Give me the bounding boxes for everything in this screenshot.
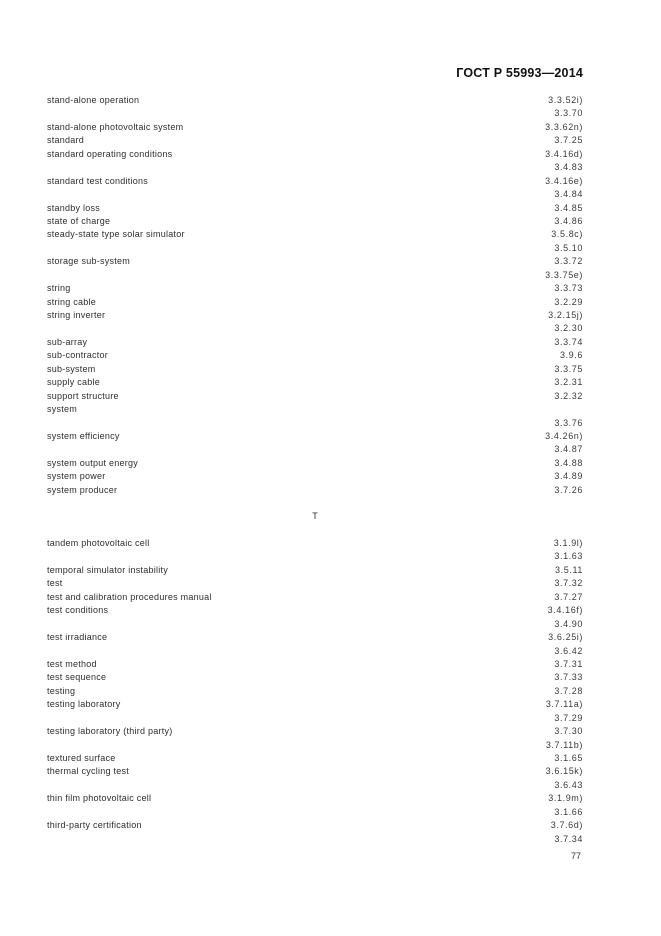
index-term: system efficiency (47, 430, 120, 441)
index-reference: 3.4.86 (554, 215, 583, 226)
index-reference: 3.2.15j) (548, 310, 583, 320)
index-reference: 3.7.11b) (545, 739, 583, 750)
index-entry (47, 242, 583, 255)
index-reference: 3.4.88 (554, 457, 583, 468)
index-entry (47, 202, 583, 215)
index-entry (47, 698, 583, 711)
index-entry (47, 443, 583, 456)
index-term: test irradiance (47, 632, 108, 643)
index-term: steady-state type solar simulator (47, 229, 185, 240)
index-term: testing laboratory (third party) (47, 726, 173, 737)
index-reference: 3.7.30 (554, 726, 583, 737)
index-entry (47, 577, 583, 590)
index-reference: 3.3.75e) (545, 269, 583, 280)
index-reference: 3.6.25i) (548, 632, 583, 643)
index-reference: 3.4.89 (554, 471, 583, 482)
index-term: system (47, 404, 78, 415)
index-reference: 3.6.15k) (545, 766, 583, 777)
index-reference: 3.4.85 (554, 202, 583, 213)
index-section-s (47, 94, 583, 497)
index-reference: 3.6.43 (554, 779, 583, 790)
index-entry (47, 175, 583, 188)
index-entry (47, 739, 583, 752)
index-reference: 3.4.90 (554, 618, 583, 629)
index-term: temporal simulator instability (47, 564, 169, 575)
index-entry (47, 792, 583, 805)
index-reference: 3.7.25 (554, 135, 583, 146)
index-entry (47, 349, 583, 362)
index-term: supply cable (47, 377, 101, 388)
index-entry (47, 806, 583, 819)
index-entry (47, 188, 583, 201)
index-entry (47, 604, 583, 617)
index-reference: 3.4.26n) (545, 430, 583, 441)
index-reference: 3.5.10 (554, 242, 583, 253)
index-reference: 3.7.6d) (550, 820, 583, 831)
index-entry (47, 296, 583, 309)
index-entry (47, 833, 583, 846)
index-entry (47, 631, 583, 644)
index-entry (47, 484, 583, 497)
index-term: test conditions (47, 605, 109, 616)
index-entry (47, 725, 583, 738)
index-section-t (47, 537, 583, 846)
index-reference: 3.7.26 (554, 484, 583, 495)
index-entry (47, 658, 583, 671)
index-reference: 3.7.33 (554, 672, 583, 683)
index-term: storage sub-system (47, 256, 131, 267)
index-entry (47, 430, 583, 443)
index-entry (47, 121, 583, 134)
index-term: textured surface (47, 753, 116, 763)
index-reference: 3.3.62n) (545, 121, 583, 132)
index-reference: 3.7.27 (554, 591, 583, 602)
index-reference: 3.3.75 (554, 363, 583, 374)
index-entry (47, 94, 583, 107)
index-term: system producer (47, 484, 118, 495)
index-reference: 3.6.42 (554, 645, 583, 656)
index-reference: 3.1.65 (554, 753, 583, 763)
index-entry (47, 779, 583, 792)
index-term: stand-alone photovoltaic system (47, 121, 184, 132)
index-entry (47, 645, 583, 658)
index-reference: 3.2.32 (554, 390, 583, 401)
index-reference: 3.7.32 (554, 578, 583, 589)
index-term: standby loss (47, 202, 101, 213)
index-term: test and calibration procedures manual (47, 591, 212, 602)
index-entry (47, 403, 583, 416)
index-entry (47, 309, 583, 322)
index-term: third-party certification (47, 820, 142, 831)
letter-heading-t: T (312, 511, 318, 521)
index-entry (47, 107, 583, 120)
index-reference: 3.2.29 (554, 296, 583, 307)
index-reference: 3.7.11a) (545, 699, 583, 710)
index-reference: 3.2.30 (554, 323, 583, 334)
index-reference: 3.3.74 (554, 336, 583, 347)
index-entry (47, 363, 583, 376)
index-entry (47, 671, 583, 684)
index-reference: 3.3.70 (554, 108, 583, 119)
index-term: string cable (47, 296, 97, 307)
index-entry (47, 376, 583, 389)
index-reference: 3.4.84 (554, 189, 583, 200)
index-term: test (47, 578, 63, 589)
index-term: thermal cycling test (47, 766, 130, 777)
index-term: sub-system (47, 363, 96, 374)
index-entry (47, 537, 583, 550)
index-entry (47, 282, 583, 295)
page-number: 77 (570, 851, 581, 861)
index-entry (47, 269, 583, 282)
index-entry (47, 322, 583, 335)
index-term: standard operating conditions (47, 148, 173, 159)
index-entry (47, 148, 583, 161)
index-reference: 3.1.9l) (553, 538, 583, 548)
index-term: stand-alone operation (47, 95, 140, 105)
index-term: string (47, 283, 71, 294)
index-reference: 3.1.63 (554, 551, 583, 562)
index-entry (47, 457, 583, 470)
index-term: string inverter (47, 310, 106, 320)
index-entry (47, 712, 583, 725)
index-entry (47, 564, 583, 577)
index-entry (47, 417, 583, 430)
index-entry (47, 618, 583, 631)
index-term: test method (47, 658, 97, 669)
index-entry (47, 336, 583, 349)
index-term: system power (47, 471, 106, 482)
index-reference: 3.5.11 (555, 564, 583, 575)
index-entry (47, 550, 583, 563)
index-reference: 3.1.9m) (548, 793, 583, 804)
index-term: support structure (47, 390, 119, 401)
index-entry (47, 470, 583, 483)
index-term: thin film photovoltaic cell (47, 793, 152, 804)
index-reference: 3.1.66 (554, 806, 583, 817)
index-entry (47, 390, 583, 403)
index-term: testing laboratory (47, 699, 121, 710)
index-entry (47, 752, 583, 765)
index-entry (47, 134, 583, 147)
index-entry (47, 591, 583, 604)
index-reference: 3.3.76 (554, 417, 583, 428)
index-entry (47, 161, 583, 174)
index-term: tandem photovoltaic cell (47, 538, 150, 548)
index-entry (47, 228, 583, 241)
index-entry (47, 255, 583, 268)
index-term: system output energy (47, 457, 139, 468)
index-reference: 3.3.52i) (548, 95, 583, 105)
index-reference: 3.4.16d) (545, 148, 583, 159)
index-reference: 3.4.16f) (547, 605, 583, 616)
index-reference: 3.4.16e) (545, 175, 583, 186)
index-reference: 3.7.28 (554, 685, 583, 696)
index-reference: 3.3.72 (554, 256, 583, 267)
index-reference: 3.5.8c) (551, 229, 583, 240)
index-term: state of charge (47, 215, 111, 226)
index-term: test sequence (47, 672, 107, 683)
index-reference: 3.7.34 (554, 833, 583, 844)
index-reference: 3.4.83 (554, 162, 583, 173)
index-reference: 3.7.31 (554, 658, 583, 669)
index-reference: 3.9.6 (559, 350, 583, 361)
index-term: sub-array (47, 336, 88, 347)
index-entry (47, 685, 583, 698)
index-entry (47, 765, 583, 778)
document-header: ГОСТ Р 55993—2014 (456, 66, 583, 80)
index-entry (47, 215, 583, 228)
index-reference: 3.2.31 (554, 377, 583, 388)
index-entry (47, 819, 583, 832)
index-term: standard (47, 135, 85, 146)
index-reference: 3.3.73 (554, 283, 583, 294)
index-term: standard test conditions (47, 175, 149, 186)
index-term: testing (47, 685, 76, 696)
index-reference: 3.7.29 (554, 712, 583, 723)
index-term: sub-contractor (47, 350, 109, 361)
index-reference: 3.4.87 (554, 444, 583, 455)
